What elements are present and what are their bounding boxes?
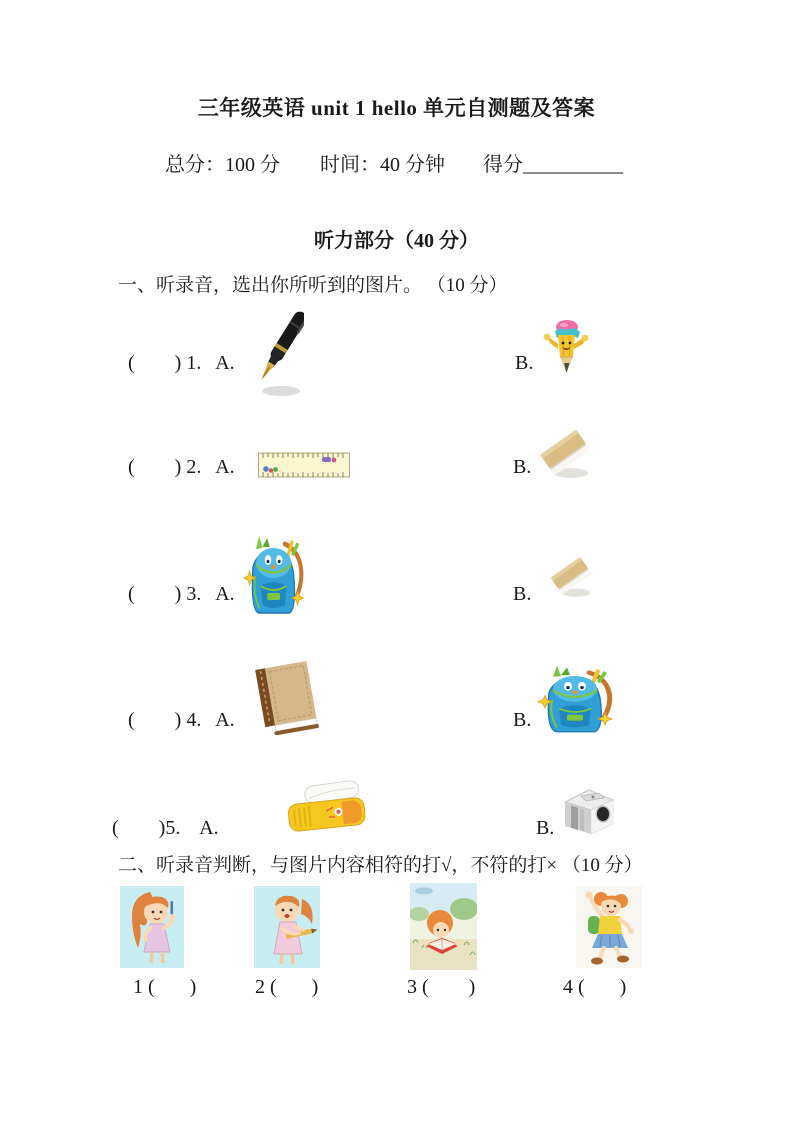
eraser-image: [545, 554, 597, 600]
cartoon-pencil-image: [541, 318, 591, 375]
score-blank-label: 得分__________: [483, 154, 623, 176]
girl-walking-with-schoolbag-image: [576, 886, 642, 968]
question-2-b-label: B.: [513, 456, 532, 478]
section2-instruction: 二、听录音判断，与图片内容相符的打√，不符的打× （10 分）: [118, 855, 643, 876]
girl-holding-pencil-image: [254, 886, 320, 968]
time-label: 时间：40 分钟: [320, 154, 445, 176]
schoolbag-image: [240, 534, 312, 618]
question-3-b-label: B.: [513, 583, 532, 605]
ruler-image: [258, 452, 350, 478]
item-3-answer-blank: 3 ( ): [407, 976, 476, 998]
page-title: 三年级英语 unit 1 hello 单元自测题及答案: [197, 96, 596, 120]
question-5-b-label: B.: [536, 817, 555, 839]
pencil-box-image: [283, 779, 371, 837]
question-4-b-label: B.: [513, 709, 532, 731]
eraser-image: [536, 426, 594, 482]
question-4-left-text: ( ) 4. A.: [128, 709, 235, 731]
fountain-pen-image: [256, 306, 304, 398]
item-1-answer-blank: 1 ( ): [133, 976, 197, 998]
schoolbag-image: [533, 664, 623, 736]
total-score-label: 总分：100 分: [165, 154, 280, 176]
sharpener-image: [559, 784, 619, 838]
question-5-left-text: ( )5. A.: [112, 817, 219, 839]
girl-reading-book-image: [410, 883, 477, 970]
book-image: [252, 655, 320, 735]
listening-section-header: 听力部分（40 分）: [314, 230, 479, 252]
question-3-left-text: ( ) 3. A.: [128, 583, 235, 605]
question-1-left-text: ( ) 1. A.: [128, 352, 235, 374]
girl-holding-pen-image: [120, 886, 184, 968]
section1-instruction: 一、听录音，选出你所听到的图片。 （10 分）: [118, 275, 508, 296]
item-4-answer-blank: 4 ( ): [563, 976, 627, 998]
question-1-b-label: B.: [515, 352, 534, 374]
question-2-left-text: ( ) 2. A.: [128, 456, 235, 478]
item-2-answer-blank: 2 ( ): [255, 976, 319, 998]
